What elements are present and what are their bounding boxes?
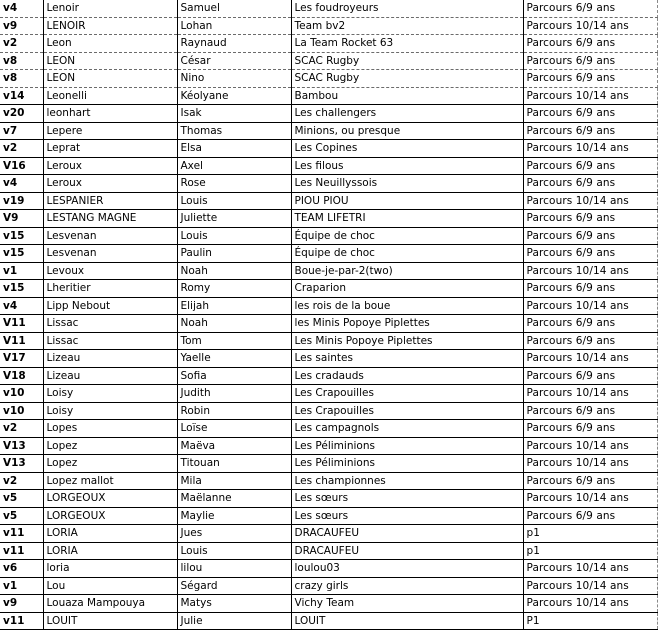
table-row: [0, 70, 657, 88]
cell-vague[interactable]: v2: [0, 140, 43, 158]
cell-nom[interactable]: LESTANG MAGNE: [43, 210, 177, 228]
cell-vague[interactable]: v15: [0, 245, 43, 263]
cell-equipe[interactable]: SCAC Rugby: [291, 70, 523, 88]
table-row: [0, 402, 657, 420]
cell-equipe[interactable]: Team bv2: [291, 17, 523, 35]
table-row: [0, 612, 657, 630]
cell-vague[interactable]: v8: [0, 52, 43, 70]
cell-prenom[interactable]: César: [177, 52, 291, 70]
cell-nom[interactable]: LORIA: [43, 525, 177, 543]
cell-parcours[interactable]: Parcours 10/14 ans: [523, 490, 657, 508]
cell-equipe[interactable]: Les Péliminions: [291, 455, 523, 473]
cell-prenom[interactable]: Ségard: [177, 577, 291, 595]
cell-nom[interactable]: Leon: [43, 35, 177, 53]
cell-equipe[interactable]: Vichy Team: [291, 595, 523, 613]
cell-vague[interactable]: v10: [0, 385, 43, 403]
cell-vague[interactable]: v9: [0, 595, 43, 613]
table-row: [0, 332, 657, 350]
cell-nom[interactable]: Lizeau: [43, 350, 177, 368]
cell-nom[interactable]: LESPANIER: [43, 192, 177, 210]
cell-vague[interactable]: V11: [0, 332, 43, 350]
table-row: [0, 105, 657, 123]
cell-parcours[interactable]: Parcours 10/14 ans: [523, 192, 657, 210]
cell-equipe[interactable]: Les Péliminions: [291, 437, 523, 455]
cell-parcours[interactable]: Parcours 6/9 ans: [523, 157, 657, 175]
cell-vague[interactable]: v4: [0, 175, 43, 193]
cell-nom[interactable]: LORIA: [43, 542, 177, 560]
table-row: [0, 297, 657, 315]
table-row: [0, 192, 657, 210]
cell-nom[interactable]: Lissac: [43, 332, 177, 350]
cell-parcours[interactable]: Parcours 10/14 ans: [523, 87, 657, 105]
cell-prenom[interactable]: Judith: [177, 385, 291, 403]
table-row: [0, 420, 657, 438]
cell-prenom[interactable]: Sofia: [177, 367, 291, 385]
cell-equipe[interactable]: Les Minis Popoye Piplettes: [291, 332, 523, 350]
cell-parcours[interactable]: Parcours 10/14 ans: [523, 17, 657, 35]
cell-parcours[interactable]: p1: [523, 542, 657, 560]
cell-equipe[interactable]: Les sœurs: [291, 490, 523, 508]
table-row: [0, 315, 657, 333]
table-row: [0, 87, 657, 105]
table-row: [0, 560, 657, 578]
cell-nom[interactable]: Levoux: [43, 262, 177, 280]
cell-nom[interactable]: Loisy: [43, 385, 177, 403]
cell-equipe[interactable]: Équipe de choc: [291, 245, 523, 263]
table-row: [0, 0, 657, 17]
cell-nom[interactable]: Lizeau: [43, 367, 177, 385]
cell-prenom[interactable]: Matys: [177, 595, 291, 613]
cell-equipe[interactable]: Les campagnols: [291, 420, 523, 438]
cell-nom[interactable]: Lissac: [43, 315, 177, 333]
cell-vague[interactable]: v20: [0, 105, 43, 123]
cell-nom[interactable]: Lepere: [43, 122, 177, 140]
cell-parcours[interactable]: Parcours 10/14 ans: [523, 595, 657, 613]
cell-prenom[interactable]: Romy: [177, 280, 291, 298]
cell-equipe[interactable]: Les challengers: [291, 105, 523, 123]
cell-prenom[interactable]: Mila: [177, 472, 291, 490]
table-row: [0, 577, 657, 595]
cell-equipe[interactable]: Les championnes: [291, 472, 523, 490]
cell-parcours[interactable]: Parcours 6/9 ans: [523, 105, 657, 123]
cell-parcours[interactable]: Parcours 6/9 ans: [523, 367, 657, 385]
cell-prenom[interactable]: Louis: [177, 227, 291, 245]
cell-parcours[interactable]: Parcours 6/9 ans: [523, 70, 657, 88]
table-row: [0, 350, 657, 368]
cell-equipe[interactable]: Les filous: [291, 157, 523, 175]
cell-nom[interactable]: Leprat: [43, 140, 177, 158]
cell-parcours[interactable]: Parcours 10/14 ans: [523, 385, 657, 403]
cell-prenom[interactable]: Paulin: [177, 245, 291, 263]
cell-prenom[interactable]: Lohan: [177, 17, 291, 35]
cell-equipe[interactable]: Bambou: [291, 87, 523, 105]
cell-vague[interactable]: v11: [0, 542, 43, 560]
cell-vague[interactable]: v4: [0, 0, 43, 17]
cell-nom[interactable]: leonhart: [43, 105, 177, 123]
table-row: [0, 595, 657, 613]
cell-prenom[interactable]: Juliette: [177, 210, 291, 228]
cell-parcours[interactable]: Parcours 10/14 ans: [523, 455, 657, 473]
table-row: [0, 455, 657, 473]
cell-equipe[interactable]: PIOU PIOU: [291, 192, 523, 210]
cell-nom[interactable]: Lenoir: [43, 0, 177, 17]
cell-prenom[interactable]: Titouan: [177, 455, 291, 473]
cell-vague[interactable]: v2: [0, 35, 43, 53]
cell-prenom[interactable]: Yaelle: [177, 350, 291, 368]
cell-nom[interactable]: Lesvenan: [43, 227, 177, 245]
cell-equipe[interactable]: Équipe de choc: [291, 227, 523, 245]
cell-equipe[interactable]: Les Neuillyssois: [291, 175, 523, 193]
cell-vague[interactable]: V18: [0, 367, 43, 385]
cell-vague[interactable]: V9: [0, 210, 43, 228]
cell-parcours[interactable]: Parcours 10/14 ans: [523, 437, 657, 455]
cell-parcours[interactable]: Parcours 10/14 ans: [523, 297, 657, 315]
cell-parcours[interactable]: Parcours 6/9 ans: [523, 0, 657, 17]
cell-equipe[interactable]: Les Copines: [291, 140, 523, 158]
cell-equipe[interactable]: les rois de la boue: [291, 297, 523, 315]
cell-prenom[interactable]: Elijah: [177, 297, 291, 315]
cell-prenom[interactable]: Noah: [177, 262, 291, 280]
cell-parcours[interactable]: Parcours 6/9 ans: [523, 472, 657, 490]
cell-nom[interactable]: Lipp Nebout: [43, 297, 177, 315]
cell-parcours[interactable]: Parcours 6/9 ans: [523, 507, 657, 525]
cell-prenom[interactable]: Loïse: [177, 420, 291, 438]
table-row: [0, 525, 657, 543]
table-row: [0, 280, 657, 298]
cell-equipe[interactable]: Minions, ou presque: [291, 122, 523, 140]
cell-parcours[interactable]: Parcours 10/14 ans: [523, 560, 657, 578]
cell-parcours[interactable]: Parcours 6/9 ans: [523, 280, 657, 298]
cell-vague[interactable]: v7: [0, 122, 43, 140]
cell-prenom[interactable]: Noah: [177, 315, 291, 333]
cell-parcours[interactable]: Parcours 6/9 ans: [523, 420, 657, 438]
cell-vague[interactable]: v5: [0, 490, 43, 508]
cell-prenom[interactable]: Julie: [177, 612, 291, 630]
cell-equipe[interactable]: Les Crapouilles: [291, 385, 523, 403]
table-row: [0, 367, 657, 385]
cell-parcours[interactable]: Parcours 6/9 ans: [523, 210, 657, 228]
table-row: [0, 175, 657, 193]
cell-parcours[interactable]: Parcours 6/9 ans: [523, 52, 657, 70]
cell-equipe[interactable]: Les sœurs: [291, 507, 523, 525]
table-row: [0, 437, 657, 455]
cell-prenom[interactable]: Rose: [177, 175, 291, 193]
cell-nom[interactable]: Lopez: [43, 437, 177, 455]
cell-prenom[interactable]: Raynaud: [177, 35, 291, 53]
cell-parcours[interactable]: Parcours 6/9 ans: [523, 315, 657, 333]
cell-vague[interactable]: v6: [0, 560, 43, 578]
cell-equipe[interactable]: Les foudroyeurs: [291, 0, 523, 17]
cell-equipe[interactable]: DRACAUFEU: [291, 542, 523, 560]
cell-equipe[interactable]: Les Crapouilles: [291, 402, 523, 420]
cell-parcours[interactable]: Parcours 6/9 ans: [523, 122, 657, 140]
cell-nom[interactable]: LEON: [43, 52, 177, 70]
table-row: [0, 490, 657, 508]
cell-equipe[interactable]: Les cradauds: [291, 367, 523, 385]
cell-parcours[interactable]: p1: [523, 525, 657, 543]
cell-equipe[interactable]: La Team Rocket 63: [291, 35, 523, 53]
cell-equipe[interactable]: Les saintes: [291, 350, 523, 368]
table-row: [0, 210, 657, 228]
cell-prenom[interactable]: Isak: [177, 105, 291, 123]
cell-vague[interactable]: V13: [0, 455, 43, 473]
cell-vague[interactable]: v2: [0, 420, 43, 438]
cell-vague[interactable]: v4: [0, 297, 43, 315]
cell-equipe[interactable]: SCAC Rugby: [291, 52, 523, 70]
cell-vague[interactable]: V16: [0, 157, 43, 175]
cell-prenom[interactable]: Robin: [177, 402, 291, 420]
cell-prenom[interactable]: Samuel: [177, 0, 291, 17]
cell-prenom[interactable]: Nino: [177, 70, 291, 88]
cell-nom[interactable]: loria: [43, 560, 177, 578]
cell-parcours[interactable]: Parcours 6/9 ans: [523, 227, 657, 245]
cell-parcours[interactable]: Parcours 6/9 ans: [523, 175, 657, 193]
cell-nom[interactable]: Louaza Mampouya: [43, 595, 177, 613]
cell-parcours[interactable]: Parcours 10/14 ans: [523, 140, 657, 158]
table-row: [0, 35, 657, 53]
cell-prenom[interactable]: Kéolyane: [177, 87, 291, 105]
cell-equipe[interactable]: les Minis Popoye Piplettes: [291, 315, 523, 333]
cell-vague[interactable]: v11: [0, 525, 43, 543]
table-row: [0, 262, 657, 280]
cell-equipe[interactable]: Craparion: [291, 280, 523, 298]
cell-prenom[interactable]: Jues: [177, 525, 291, 543]
cell-nom[interactable]: Lopes: [43, 420, 177, 438]
cell-equipe[interactable]: loulou03: [291, 560, 523, 578]
cell-vague[interactable]: v19: [0, 192, 43, 210]
cell-nom[interactable]: Lopez mallot: [43, 472, 177, 490]
table-row: [0, 245, 657, 263]
cell-prenom[interactable]: Tom: [177, 332, 291, 350]
cell-vague[interactable]: v14: [0, 87, 43, 105]
cell-equipe[interactable]: crazy girls: [291, 577, 523, 595]
cell-vague[interactable]: v2: [0, 472, 43, 490]
cell-prenom[interactable]: Louis: [177, 542, 291, 560]
table-row: [0, 472, 657, 490]
cell-parcours[interactable]: Parcours 6/9 ans: [523, 332, 657, 350]
cell-parcours[interactable]: Parcours 10/14 ans: [523, 577, 657, 595]
table-row: [0, 122, 657, 140]
cell-nom[interactable]: LOUIT: [43, 612, 177, 630]
cell-prenom[interactable]: Thomas: [177, 122, 291, 140]
cell-prenom[interactable]: Axel: [177, 157, 291, 175]
cell-vague[interactable]: v1: [0, 577, 43, 595]
cell-prenom[interactable]: Maëlanne: [177, 490, 291, 508]
cell-parcours[interactable]: P1: [523, 612, 657, 630]
cell-prenom[interactable]: Elsa: [177, 140, 291, 158]
cell-nom[interactable]: LEON: [43, 70, 177, 88]
table-row: [0, 157, 657, 175]
cell-nom[interactable]: Leonelli: [43, 87, 177, 105]
table-row: [0, 227, 657, 245]
cell-parcours[interactable]: Parcours 6/9 ans: [523, 402, 657, 420]
cell-vague[interactable]: V13: [0, 437, 43, 455]
cell-nom[interactable]: LORGEOUX: [43, 507, 177, 525]
cell-vague[interactable]: V17: [0, 350, 43, 368]
table-row: [0, 140, 657, 158]
cell-prenom[interactable]: Maylie: [177, 507, 291, 525]
cell-nom[interactable]: Lopez: [43, 455, 177, 473]
cell-vague[interactable]: v15: [0, 280, 43, 298]
table-row: [0, 52, 657, 70]
cell-vague[interactable]: v10: [0, 402, 43, 420]
cell-parcours[interactable]: Parcours 6/9 ans: [523, 245, 657, 263]
cell-prenom[interactable]: Maëva: [177, 437, 291, 455]
cell-vague[interactable]: v15: [0, 227, 43, 245]
cell-vague[interactable]: v1: [0, 262, 43, 280]
cell-vague[interactable]: v9: [0, 17, 43, 35]
cell-nom[interactable]: Lheritier: [43, 280, 177, 298]
table-row: [0, 385, 657, 403]
cell-nom[interactable]: Leroux: [43, 157, 177, 175]
cell-parcours[interactable]: Parcours 10/14 ans: [523, 262, 657, 280]
cell-nom[interactable]: LORGEOUX: [43, 490, 177, 508]
cell-vague[interactable]: V11: [0, 315, 43, 333]
table-row: [0, 542, 657, 560]
cell-nom[interactable]: Loisy: [43, 402, 177, 420]
cell-parcours[interactable]: Parcours 10/14 ans: [523, 350, 657, 368]
cell-vague[interactable]: v11: [0, 612, 43, 630]
cell-equipe[interactable]: TEAM LIFETRI: [291, 210, 523, 228]
cell-prenom[interactable]: lilou: [177, 560, 291, 578]
cell-nom[interactable]: LENOIR: [43, 17, 177, 35]
cell-parcours[interactable]: Parcours 6/9 ans: [523, 35, 657, 53]
cell-nom[interactable]: Lou: [43, 577, 177, 595]
table-row: [0, 507, 657, 525]
table-row: [0, 17, 657, 35]
cell-prenom[interactable]: Louis: [177, 192, 291, 210]
cell-nom[interactable]: Leroux: [43, 175, 177, 193]
cell-vague[interactable]: v5: [0, 507, 43, 525]
cell-vague[interactable]: v8: [0, 70, 43, 88]
cell-equipe[interactable]: Boue-je-par-2(two): [291, 262, 523, 280]
cell-equipe[interactable]: DRACAUFEU: [291, 525, 523, 543]
cell-equipe[interactable]: LOUIT: [291, 612, 523, 630]
cell-nom[interactable]: Lesvenan: [43, 245, 177, 263]
